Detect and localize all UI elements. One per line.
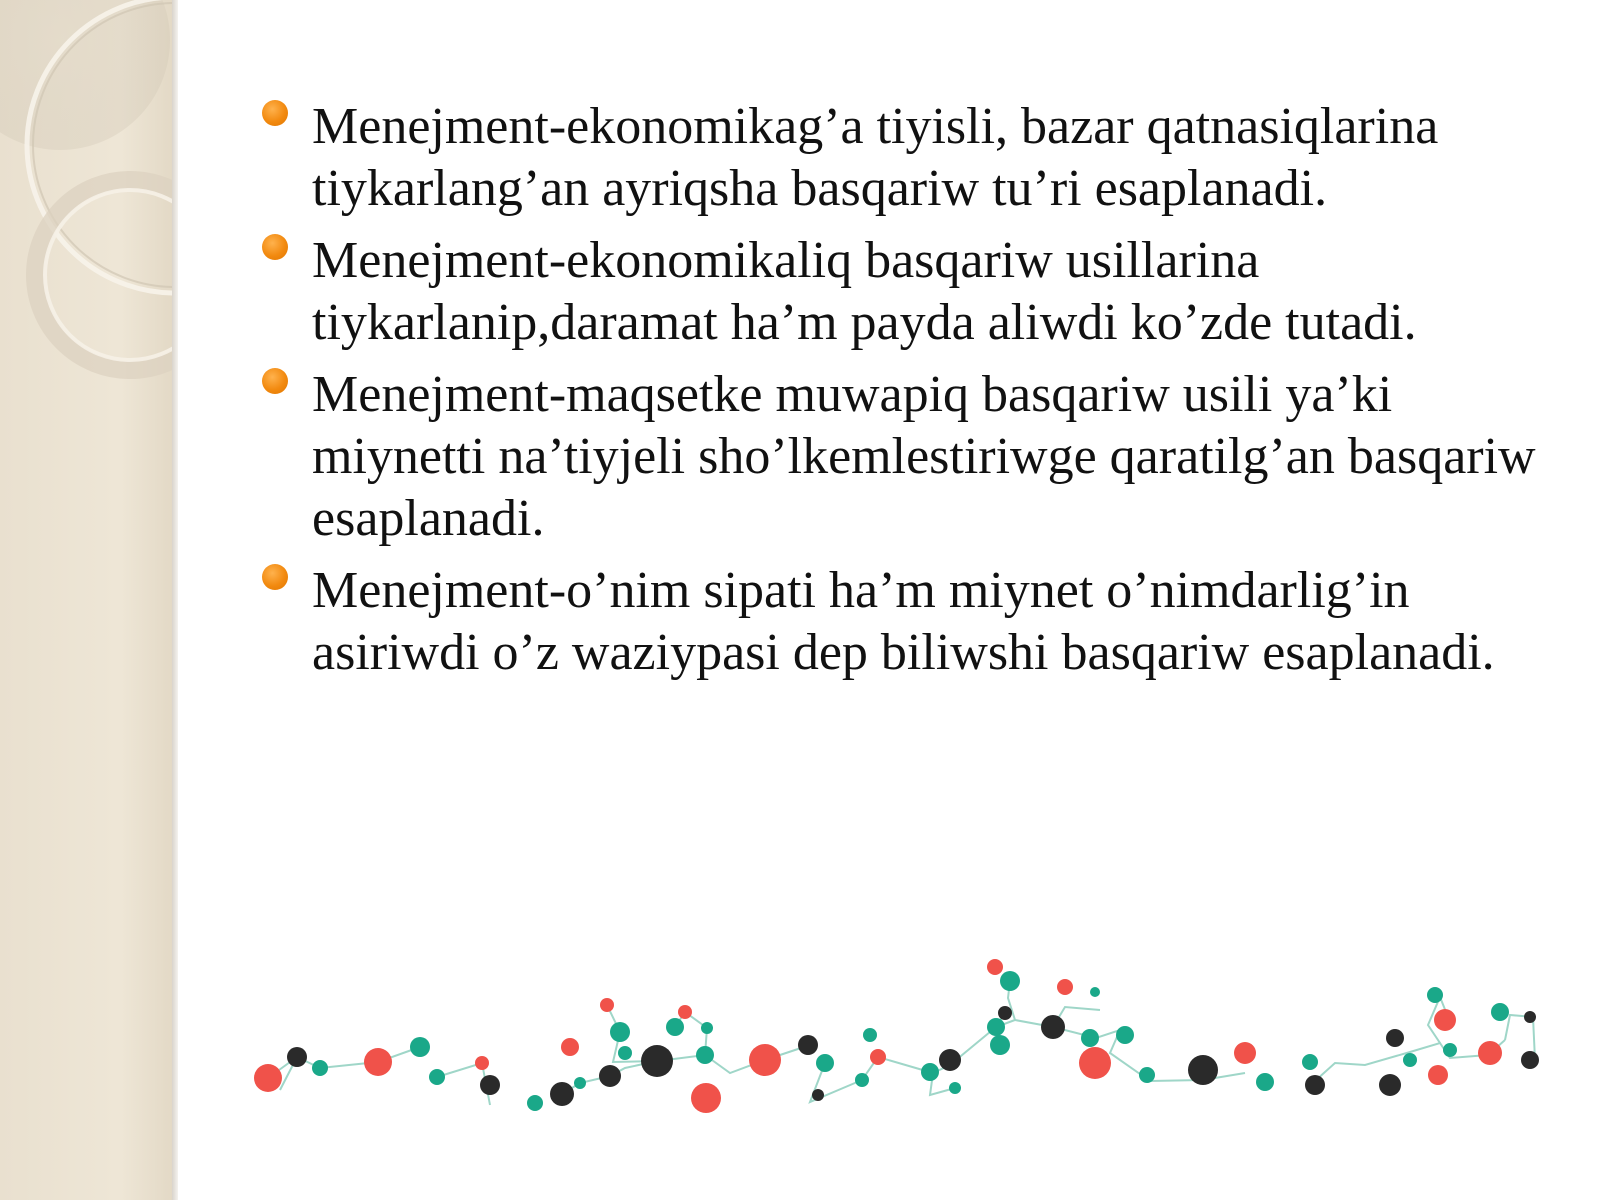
bullet-text: Menejment-ekonomikag’a tiyisli, bazar qatnasiqlarina tiykarlang’an ayriqsha basqariw tu’ri esaplanadi.	[312, 98, 1439, 217]
bullet-item	[262, 96, 1562, 220]
molecule-bonds	[268, 981, 1535, 1105]
bullet-text: Menejment-o’nim sipati ha’m miynet o’nimdarlig’in asiriwdi o’z waziypasi dep biliwshi basqariw esaplanadi.	[312, 562, 1495, 681]
bullet-list	[262, 96, 1562, 684]
slide-content	[262, 96, 1562, 694]
molecule-nodes	[254, 959, 1539, 1113]
decorative-sidebar	[0, 0, 172, 1200]
bullet-dot-icon	[262, 564, 288, 590]
bullet-item	[262, 364, 1562, 550]
bullet-text: Menejment-ekonomikaliq basqariw usillarina tiykarlanip,daramat ha’m payda aliwdi ko’zde tutadi.	[312, 232, 1417, 351]
bullet-dot-icon	[262, 100, 288, 126]
bullet-item	[262, 230, 1562, 354]
decorative-rings-icon	[0, 0, 172, 1200]
molecule-network-icon	[250, 955, 1580, 1115]
bullet-dot-icon	[262, 234, 288, 260]
bullet-dot-icon	[262, 368, 288, 394]
bullet-text: Menejment-maqsetke muwapiq basqariw usili ya’ki miynetti na’tiyjeli sho’lkemlestiriwge qaratilg’an basqariw esaplanadi.	[312, 366, 1536, 547]
bullet-item	[262, 560, 1562, 684]
sidebar-edge	[172, 0, 178, 1200]
